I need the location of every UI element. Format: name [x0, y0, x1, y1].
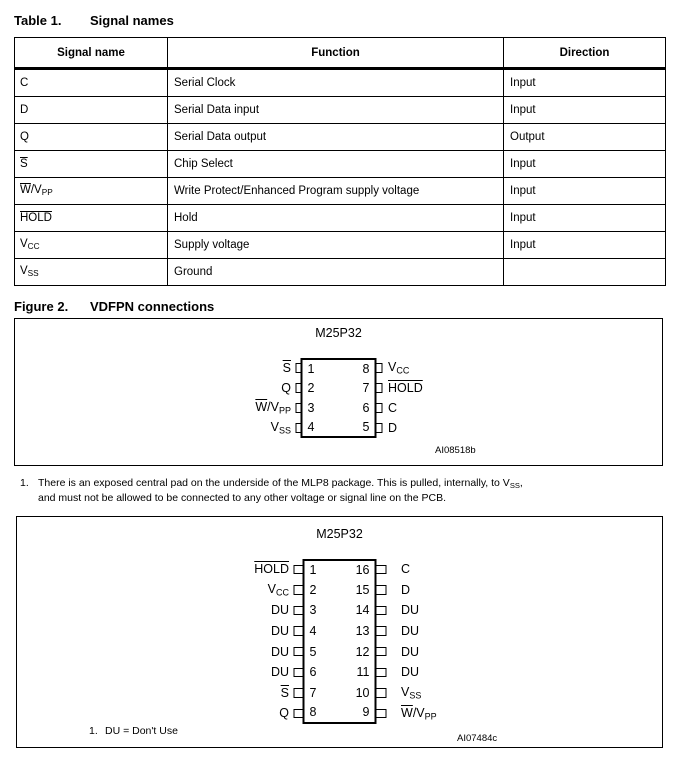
table-row	[15, 178, 666, 205]
pin-label-right: $V_{CC}$	[388, 360, 410, 376]
package-body	[301, 378, 377, 398]
direction-cell: Input	[504, 232, 666, 259]
pin-number-left: 3	[309, 603, 317, 618]
pin-label-right: D	[401, 582, 411, 597]
function-cell: Chip Select	[168, 151, 504, 178]
pin-stub-icon	[375, 606, 386, 616]
pin-number-right: 7	[362, 381, 370, 395]
table1-caption-title: Signal names	[90, 13, 174, 28]
pin-label-right: C	[401, 562, 411, 577]
table-row	[15, 232, 666, 259]
package-body	[303, 662, 377, 683]
pin-label-left: DU	[270, 624, 289, 639]
pin-number-left: 2	[307, 381, 315, 395]
package-body	[303, 559, 377, 580]
pin-label-right: $\overline{W}/V_{PP}$	[401, 705, 437, 722]
function-cell: Serial Data output	[168, 124, 504, 151]
pin-row	[143, 683, 536, 704]
direction-cell: Input	[504, 69, 666, 97]
figure2-caption-title: VDFPN connections	[90, 299, 215, 314]
function-cell: Supply voltage	[168, 232, 504, 259]
table-row	[15, 97, 666, 124]
package-body	[303, 641, 377, 662]
signal-name-cell: HOLD	[15, 205, 168, 232]
direction-cell: Input	[504, 151, 666, 178]
signal-name-cell: D	[15, 97, 168, 124]
pin-label-left: $\overline{W}/V_{PP}$	[255, 400, 291, 416]
function-cell: Serial Clock	[168, 69, 504, 97]
direction-cell: Input	[504, 97, 666, 124]
pin-label-left: HOLD	[254, 562, 289, 577]
col-header-direction: Direction	[504, 38, 666, 69]
signal-name-cell: Q	[15, 124, 168, 151]
pin-label-left: Q	[281, 381, 291, 395]
pin-label-left: $V_{CC}$	[267, 582, 289, 598]
pin-stub-icon	[375, 688, 386, 698]
pin-stub-icon	[375, 585, 386, 595]
function-cell: Hold	[168, 205, 504, 232]
pin-label-left: $V_{SS}$	[270, 420, 291, 436]
pin-row	[145, 418, 532, 438]
pin-row	[143, 703, 536, 724]
table-row	[15, 69, 666, 97]
pin-number-right: 16	[355, 563, 370, 578]
signal-name-cell: $V_{CC}$	[15, 232, 168, 259]
pin-label-right: DU	[401, 624, 420, 639]
direction-cell	[504, 259, 666, 286]
pin-number-left: 1	[307, 362, 315, 376]
package-body	[301, 358, 377, 378]
pin-stub-icon	[375, 423, 382, 433]
pin-number-left: 5	[309, 644, 317, 659]
pin-row	[143, 559, 536, 580]
footnote-1-number: 1.	[20, 477, 29, 489]
pin-stub-icon	[375, 709, 386, 719]
figure2-caption-label: Figure 2.	[14, 299, 69, 314]
direction-cell: Input	[504, 178, 666, 205]
pin-number-right: 6	[362, 401, 370, 415]
table-row	[15, 151, 666, 178]
figure3-box	[16, 516, 663, 748]
pin-label-left: DU	[270, 603, 289, 618]
pin-number-right: 14	[355, 603, 370, 618]
pin-label-left: Q	[279, 706, 289, 721]
pin-number-right: 10	[355, 685, 370, 700]
pin-stub-icon	[375, 565, 386, 575]
pin-row	[143, 580, 536, 601]
pin-label-left: $\overline{S}$	[282, 361, 291, 375]
pin-label-left: DU	[270, 665, 289, 680]
pin-row	[143, 600, 536, 621]
pin-label-left: $\overline{S}$	[280, 685, 289, 700]
pin-stub-icon	[375, 626, 386, 636]
function-cell: Serial Data input	[168, 97, 504, 124]
signal-names-table	[14, 37, 666, 286]
pin-label-right: DU	[401, 603, 420, 618]
pin-number-left: 3	[307, 401, 315, 415]
pin-label-right: DU	[401, 644, 420, 659]
pin-label-right: C	[388, 401, 398, 415]
signal-name-cell: $\overline{W}/V_{PP}$	[15, 178, 168, 205]
pin-number-right: 5	[362, 420, 370, 434]
function-cell: Ground	[168, 259, 504, 286]
figure3-note-number: 1.	[89, 725, 98, 737]
package-body	[303, 683, 377, 704]
package-body	[303, 703, 377, 724]
pin-label-left: DU	[270, 644, 289, 659]
footnote-1	[20, 477, 670, 505]
pin-number-left: 1	[309, 563, 317, 578]
figure3-note	[89, 725, 178, 737]
package-body	[303, 621, 377, 642]
pin-stub-icon	[375, 383, 382, 393]
pin-number-left: 4	[309, 624, 317, 639]
pin-number-left: 2	[309, 582, 317, 597]
pin-number-left: 8	[309, 705, 317, 720]
pin-label-right: HOLD	[388, 381, 423, 395]
col-header-signal-name: Signal name	[15, 38, 168, 69]
pin-stub-icon	[375, 668, 386, 678]
table1-caption	[14, 13, 174, 28]
function-cell: Write Protect/Enhanced Program supply voltage	[168, 178, 504, 205]
pin-number-right: 15	[355, 582, 370, 597]
figure3-drawing-code: AI07484c	[457, 733, 498, 744]
figure3-note-text: DU = Don't Use	[105, 725, 178, 737]
pin-stub-icon	[375, 363, 382, 373]
figure2-chip-name: M25P32	[315, 326, 362, 340]
pin-row	[145, 358, 532, 378]
pin-number-left: 6	[309, 665, 317, 680]
pin-row	[143, 662, 536, 683]
figure2-caption	[14, 299, 214, 314]
direction-cell: Input	[504, 205, 666, 232]
package-body	[301, 418, 377, 438]
pin-row	[143, 621, 536, 642]
table1-caption-label: Table 1.	[14, 13, 62, 28]
pin-number-left: 4	[307, 420, 315, 434]
table-row	[15, 124, 666, 151]
figure3-chip-name: M25P32	[316, 527, 363, 541]
table-row	[15, 259, 666, 286]
pin-number-left: 7	[309, 685, 317, 700]
footnote-1-text: There is an exposed central pad on the underside of the MLP8 package. This is pulled, internally, to $V_{SS}$, and must not be allowed to be connected to any other voltage or signal line on the PCB.	[38, 477, 523, 505]
pin-number-right: 13	[355, 624, 370, 639]
package-body	[301, 398, 377, 418]
pin-number-right: 11	[356, 665, 370, 680]
pin-stub-icon	[375, 403, 382, 413]
package-body	[303, 600, 377, 621]
pin-number-right: 12	[355, 644, 370, 659]
table-header-row	[15, 38, 666, 69]
direction-cell: Output	[504, 124, 666, 151]
pin-stub-icon	[375, 647, 386, 657]
vdfpn8-package-diagram	[145, 358, 532, 438]
col-header-function: Function	[168, 38, 504, 69]
figure2-box	[14, 318, 663, 466]
package-body	[303, 580, 377, 601]
pin-row	[143, 641, 536, 662]
table-row	[15, 205, 666, 232]
signal-name-cell: $V_{SS}$	[15, 259, 168, 286]
signal-name-cell: $\overline{S}$	[15, 151, 168, 178]
signal-name-cell: C	[15, 69, 168, 97]
pin-label-right: $V_{SS}$	[401, 685, 422, 701]
figure2-drawing-code: AI08518b	[435, 445, 476, 456]
pin-number-right: 8	[362, 362, 370, 376]
pin-row	[145, 378, 532, 398]
pin-label-right: DU	[401, 665, 420, 680]
so16-package-diagram	[143, 559, 536, 724]
pin-number-right: 9	[362, 705, 370, 720]
pin-label-right: D	[388, 421, 398, 435]
pin-row	[145, 398, 532, 418]
